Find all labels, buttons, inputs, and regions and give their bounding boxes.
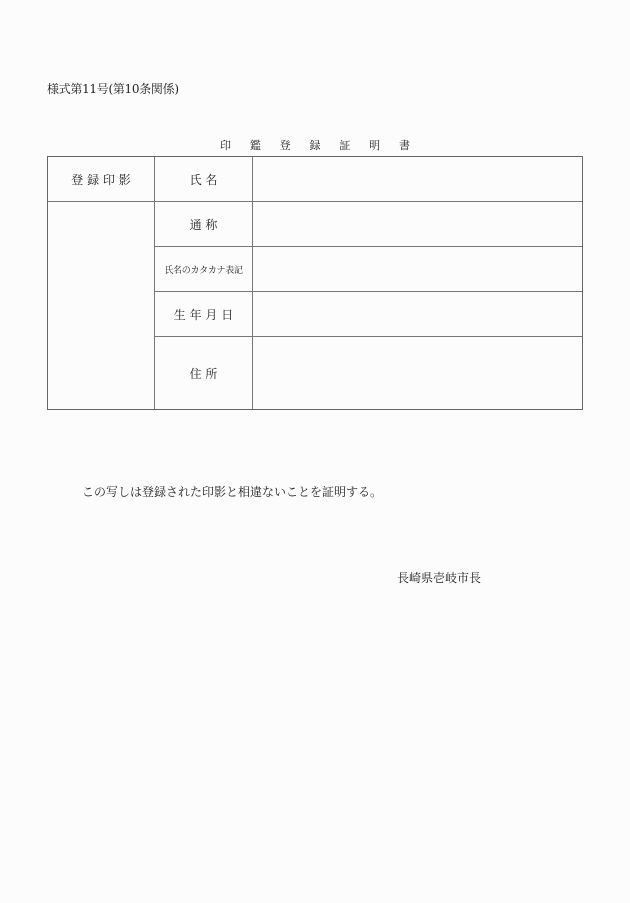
label-address: 住 所 (189, 366, 218, 381)
title-char: 明 (369, 139, 381, 152)
title-char: 印 (220, 139, 231, 152)
label-katakana: 氏名のカタカナ表記 (164, 265, 243, 276)
label-birthdate: 生 年 月 日 (173, 307, 234, 322)
seal-impression-area (48, 202, 154, 409)
certification-text: この写しは登録された印影と相違ないことを証明する。 (82, 485, 383, 499)
value-alias (253, 202, 582, 246)
form-number: 様式第11号(第10条関係) (47, 82, 179, 96)
value-name (253, 157, 582, 201)
title-char: 鑑 (249, 139, 261, 152)
value-address (253, 337, 582, 409)
title-char: 書 (398, 139, 410, 152)
seal-header: 登 録 印 影 (71, 172, 131, 187)
title-char: 登 (279, 139, 291, 152)
value-katakana (253, 247, 582, 291)
title-char: 証 (339, 139, 351, 152)
label-alias: 通 称 (189, 217, 218, 232)
title-char: 録 (309, 139, 321, 152)
label-name: 氏 名 (189, 172, 218, 187)
document-title (200, 137, 430, 153)
issuer: 長崎県壱岐市長 (397, 571, 482, 585)
value-birthdate (253, 292, 582, 336)
registration-table (47, 156, 583, 410)
